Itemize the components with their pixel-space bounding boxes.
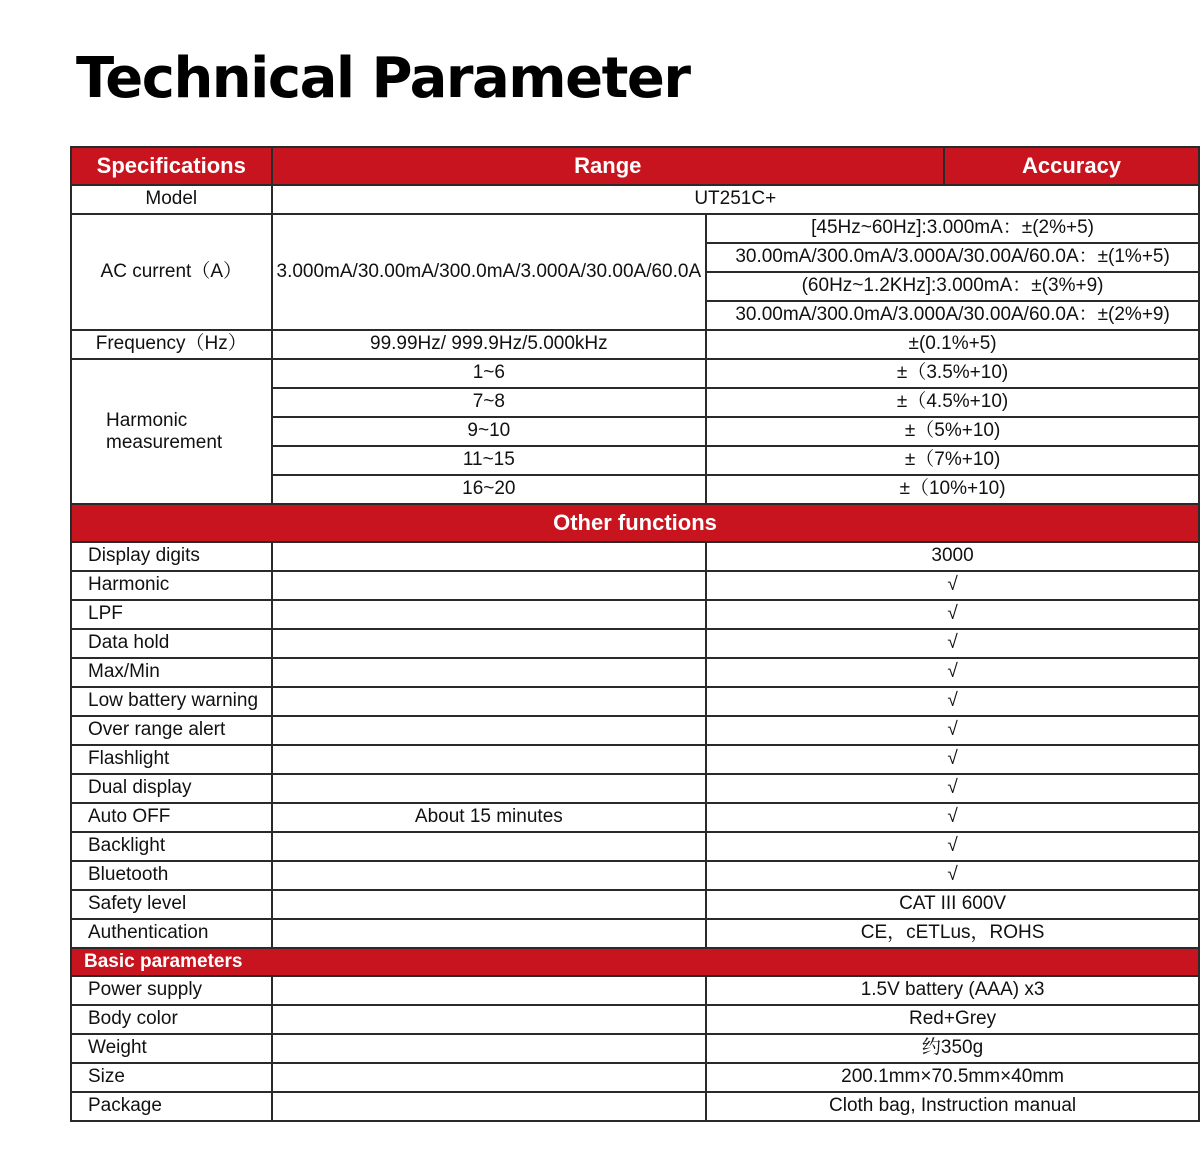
function-value: √ <box>706 716 1199 745</box>
ac-current-range: 3.000mA/30.00mA/300.0mA/3.000A/30.00A/60.0A <box>272 214 707 330</box>
function-label: LPF <box>71 600 272 629</box>
harmonic-accuracy-4: ±（7%+10) <box>706 446 1199 475</box>
function-label: Bluetooth <box>71 861 272 890</box>
function-label: Dual display <box>71 774 272 803</box>
function-label: Backlight <box>71 832 272 861</box>
function-label: Data hold <box>71 629 272 658</box>
function-value: √ <box>706 774 1199 803</box>
table-row <box>71 774 1199 803</box>
function-value: CAT III 600V <box>706 890 1199 919</box>
table-row <box>71 687 1199 716</box>
function-range <box>272 687 707 716</box>
parameter-label: Weight <box>71 1034 272 1063</box>
table-row <box>71 600 1199 629</box>
header-range: Range <box>272 147 945 185</box>
harmonic-accuracy-3: ±（5%+10) <box>706 417 1199 446</box>
ac-current-accuracy-4: 30.00mA/300.0mA/3.000A/30.00A/60.0A：±(2%+9) <box>706 301 1199 330</box>
parameter-value: 1.5V battery (AAA) x3 <box>706 976 1199 1005</box>
function-range <box>272 861 707 890</box>
parameter-label: Package <box>71 1092 272 1121</box>
table-row <box>71 629 1199 658</box>
section-header-row <box>71 504 1199 542</box>
parameter-range <box>272 1092 707 1121</box>
function-label: Flashlight <box>71 745 272 774</box>
function-label: Authentication <box>71 919 272 948</box>
harmonic-accuracy-2: ±（4.5%+10) <box>706 388 1199 417</box>
table-row <box>71 658 1199 687</box>
harmonic-accuracy-1: ±（3.5%+10) <box>706 359 1199 388</box>
table-row <box>71 976 1199 1005</box>
table-row <box>71 716 1199 745</box>
table-row <box>71 803 1199 832</box>
harmonic-label: Harmonic measurement <box>71 359 272 504</box>
harmonic-range-5: 16~20 <box>272 475 707 504</box>
table-row <box>71 1063 1199 1092</box>
function-range <box>272 542 707 571</box>
function-value: √ <box>706 803 1199 832</box>
table-row <box>71 185 1199 214</box>
function-range <box>272 774 707 803</box>
ac-current-accuracy-2: 30.00mA/300.0mA/3.000A/30.00A/60.0A：±(1%+5) <box>706 243 1199 272</box>
ac-current-label: AC current（A） <box>71 214 272 330</box>
parameter-value: Cloth bag, Instruction manual <box>706 1092 1199 1121</box>
table-row <box>71 571 1199 600</box>
function-label: Auto OFF <box>71 803 272 832</box>
harmonic-range-1: 1~6 <box>272 359 707 388</box>
parameter-value: 约350g <box>706 1034 1199 1063</box>
function-label: Display digits <box>71 542 272 571</box>
parameter-value: 200.1mm×70.5mm×40mm <box>706 1063 1199 1092</box>
function-label: Harmonic <box>71 571 272 600</box>
function-range <box>272 571 707 600</box>
table-row <box>71 1092 1199 1121</box>
page-title: Technical Parameter <box>76 46 690 111</box>
parameter-range <box>272 1063 707 1092</box>
function-value: √ <box>706 861 1199 890</box>
function-range <box>272 629 707 658</box>
function-value: √ <box>706 832 1199 861</box>
model-label: Model <box>71 185 272 214</box>
basic-parameters-heading: Basic parameters <box>71 948 1199 976</box>
harmonic-range-2: 7~8 <box>272 388 707 417</box>
parameter-range <box>272 1034 707 1063</box>
parameter-label: Power supply <box>71 976 272 1005</box>
model-value: UT251C+ <box>272 185 1199 214</box>
parameter-range <box>272 1005 707 1034</box>
function-value: √ <box>706 571 1199 600</box>
function-label: Safety level <box>71 890 272 919</box>
spec-table <box>70 146 1200 1122</box>
function-range <box>272 919 707 948</box>
table-header-row <box>71 147 1199 185</box>
table-row <box>71 861 1199 890</box>
function-value: √ <box>706 600 1199 629</box>
function-value: √ <box>706 629 1199 658</box>
function-value: CE，cETLus，ROHS <box>706 919 1199 948</box>
other-functions-heading: Other functions <box>71 504 1199 542</box>
table-row <box>71 919 1199 948</box>
frequency-label: Frequency（Hz） <box>71 330 272 359</box>
function-range <box>272 832 707 861</box>
section-header-row <box>71 948 1199 976</box>
table-row <box>71 359 1199 388</box>
function-label: Over range alert <box>71 716 272 745</box>
header-specifications: Specifications <box>71 147 272 185</box>
harmonic-accuracy-5: ±（10%+10) <box>706 475 1199 504</box>
ac-current-accuracy-1: [45Hz~60Hz]:3.000mA：±(2%+5) <box>706 214 1199 243</box>
function-range <box>272 658 707 687</box>
ac-current-accuracy-3: (60Hz~1.2KHz]:3.000mA：±(3%+9) <box>706 272 1199 301</box>
table-row <box>71 214 1199 243</box>
frequency-accuracy: ±(0.1%+5) <box>706 330 1199 359</box>
harmonic-range-4: 11~15 <box>272 446 707 475</box>
parameter-value: Red+Grey <box>706 1005 1199 1034</box>
function-range <box>272 600 707 629</box>
function-value: 3000 <box>706 542 1199 571</box>
basic-parameters-rows <box>71 976 1199 1121</box>
table-row <box>71 542 1199 571</box>
table-row <box>71 1034 1199 1063</box>
table-row <box>71 890 1199 919</box>
header-accuracy: Accuracy <box>944 147 1199 185</box>
parameter-label: Size <box>71 1063 272 1092</box>
parameter-label: Body color <box>71 1005 272 1034</box>
function-label: Low battery warning <box>71 687 272 716</box>
function-value: √ <box>706 687 1199 716</box>
function-range <box>272 745 707 774</box>
function-label: Max/Min <box>71 658 272 687</box>
function-range: About 15 minutes <box>272 803 707 832</box>
function-range <box>272 716 707 745</box>
function-value: √ <box>706 658 1199 687</box>
table-row <box>71 330 1199 359</box>
table-row <box>71 1005 1199 1034</box>
function-range <box>272 890 707 919</box>
table-row <box>71 745 1199 774</box>
harmonic-range-3: 9~10 <box>272 417 707 446</box>
other-functions-rows <box>71 542 1199 948</box>
frequency-range: 99.99Hz/ 999.9Hz/5.000kHz <box>272 330 707 359</box>
function-value: √ <box>706 745 1199 774</box>
table-row <box>71 832 1199 861</box>
parameter-range <box>272 976 707 1005</box>
